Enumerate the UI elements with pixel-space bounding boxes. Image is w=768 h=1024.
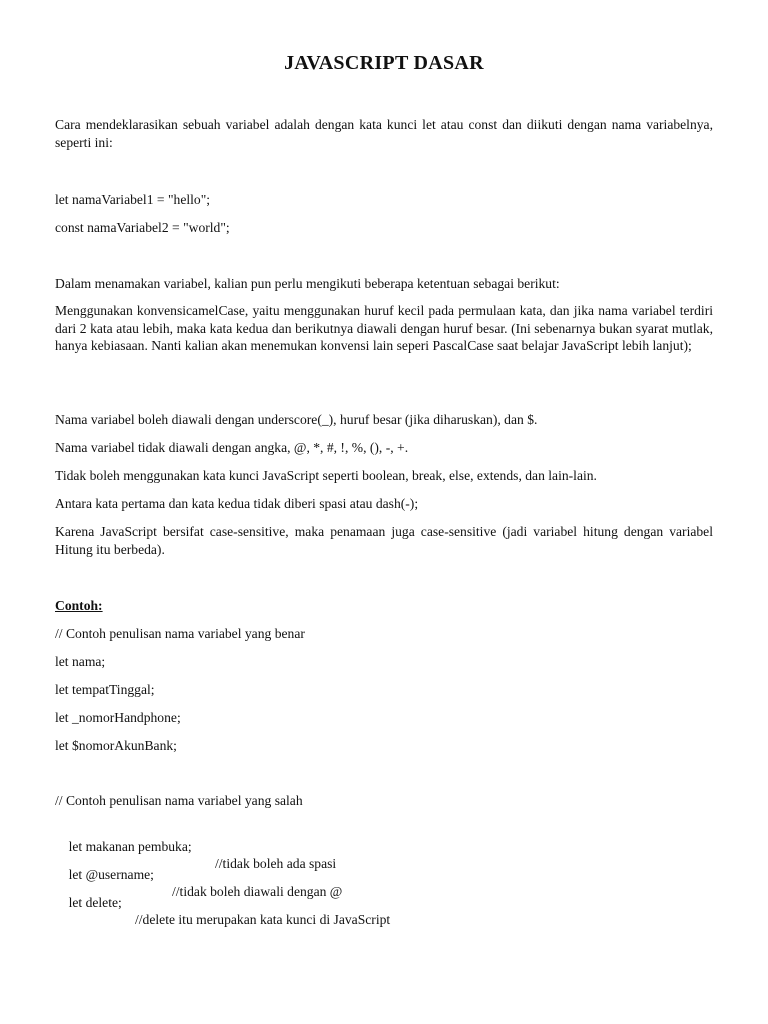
rule-item: Antara kata pertama dan kata kedua tidak diberi spasi atau dash(-); [55,496,419,511]
rule-item: Nama variabel tidak diawali dengan angka, @, *, #, !, %, (), -, +. [55,440,409,455]
wrong-example-code: let delete; [68,894,122,910]
correct-example: let tempatTinggal; [55,682,155,697]
example-heading: Contoh: [55,598,103,613]
wrong-comment: // Contoh penulisan nama variabel yang salah [55,793,303,808]
wrong-example-note: //delete itu merupakan kata kunci di JavaScript [135,912,391,927]
correct-comment: // Contoh penulisan nama variabel yang benar [55,626,305,641]
wrong-example-code: let @username; [68,866,154,882]
code-line: const namaVariabel2 = "world"; [55,220,230,235]
rule-item: Tidak boleh menggunakan kata kunci JavaScript seperti boolean, break, else, extends, dan lain-lain. [55,468,597,483]
wrong-example-code: let makanan pembuka; [68,838,192,854]
rule-item: Nama variabel boleh diawali dengan underscore(_), huruf besar (jika diharuskan), dan $. [55,412,538,427]
rules-intro: Dalam menamakan variabel, kalian pun perlu mengikuti beberapa ketentuan sebagai berikut: [55,276,560,291]
correct-example: let nama; [55,654,106,669]
rule-case-sensitive: Karena JavaScript bersifat case-sensitive, maka penamaan juga case-sensitive (jadi variabel hitung dengan variabel Hitung itu berbeda). [55,524,713,557]
intro-paragraph: Cara mendeklarasikan sebuah variabel adalah dengan kata kunci let atau const dan diikuti dengan nama variabelnya, seperti ini: [55,117,713,150]
code-line: let namaVariabel1 = "hello"; [55,192,211,207]
rule-camelcase: Menggunakan konvensicamelCase, yaitu menggunakan huruf kecil pada permulaan kata, dan jika nama variabel terdiri dari 2 kata atau lebih, maka kata kedua dan berikutnya diawali dengan huruf besar. (Ini sebenarnya bukan syarat mutlak, hanya kebiasaan. Nanti kalian akan menemukan konvensi lain seperi PascalCase saat belajar JavaScript lebih lanjut); [55,303,713,353]
document-title: JAVASCRIPT DASAR [284,52,484,74]
correct-example: let $nomorAkunBank; [55,738,177,753]
wrong-example-note: //tidak boleh ada spasi [215,856,337,871]
correct-example: let _nomorHandphone; [55,710,181,725]
wrong-example-note: //tidak boleh diawali dengan @ [172,884,343,899]
